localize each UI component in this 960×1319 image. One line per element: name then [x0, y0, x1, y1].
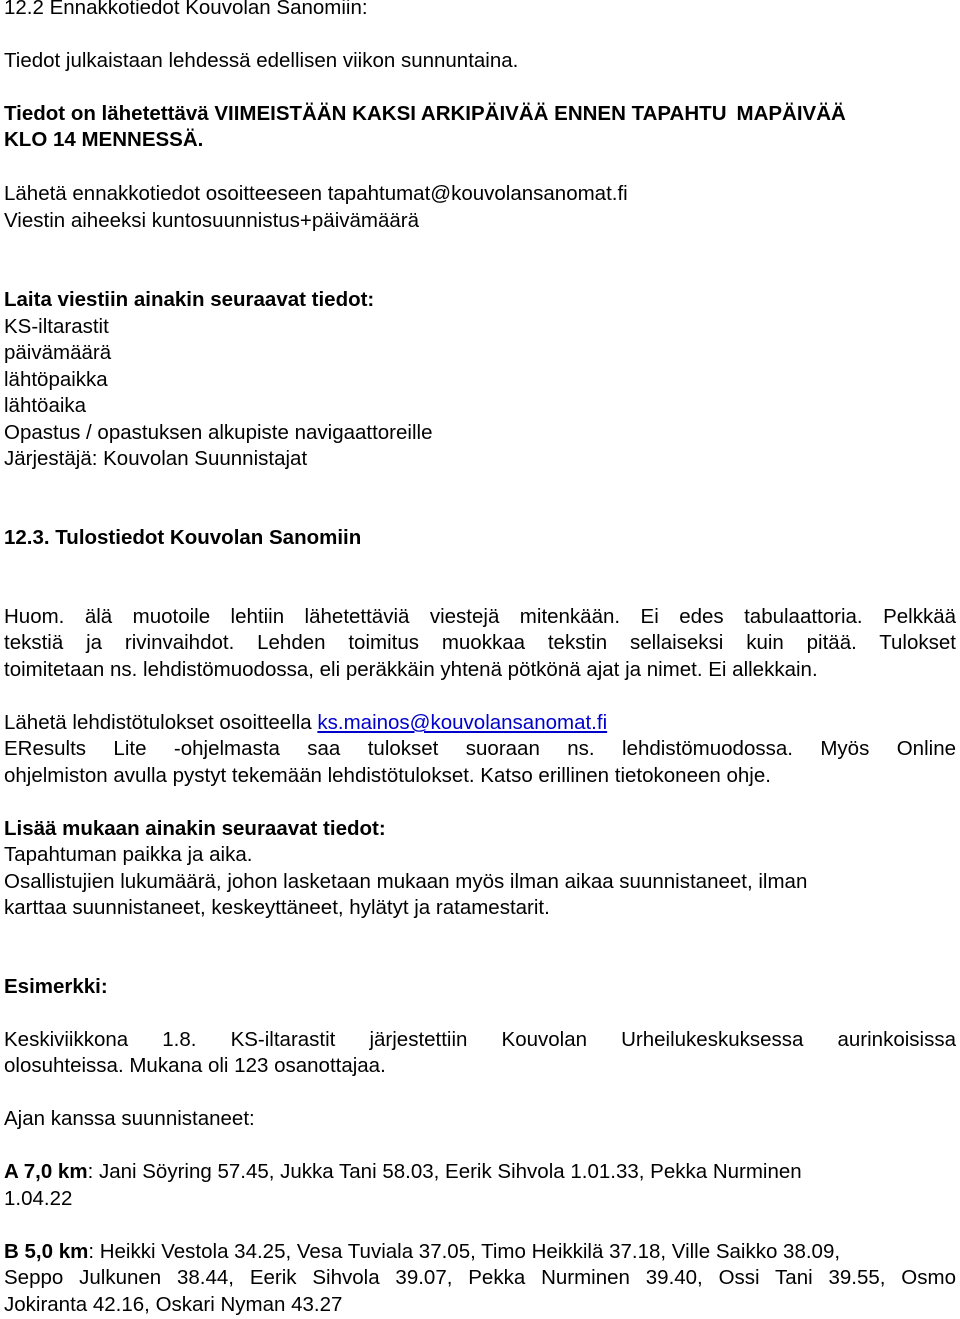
- course-b-line-1: [4, 1239, 956, 1266]
- example-intro-line-1: Keskiviikkona 1.8. KS-iltarastit järjestettiin Kouvolan Urheilukeskuksessa aurinkoisissa: [4, 1028, 956, 1051]
- note-line-1: Huom. älä muotoile lehtiin lähetettäviä viestejä mitenkään. Ei edes tabulaattoria. Pelkkää: [4, 605, 956, 628]
- add-info-line-1: Tapahtuman paikka ja aika.: [4, 843, 253, 866]
- list-item: KS-iltarastit: [4, 315, 109, 338]
- eresults-line-2: ohjelmiston avulla pystyt tekemään lehdistötulokset. Katso erillinen tietokoneen ohje.: [4, 764, 771, 787]
- note-line-2: tekstiä ja rivinvaihdot. Lehden toimitus muokkaa tekstin sellaiseksi kuin pitää. Tulokset: [4, 631, 956, 654]
- course-a-line-1: [4, 1159, 956, 1186]
- list-item: lähtöpaikka: [4, 368, 108, 391]
- results-email-link[interactable]: ks.mainos@kouvolansanomat.fi: [317, 711, 608, 734]
- deadline-text-left: Tiedot on lähetettävä VIIMEISTÄÄN KAKSI ARKIPÄIVÄÄ ENNEN TAPAHTU: [4, 102, 727, 125]
- subject-instruction: Viestin aiheeksi kuntosuunnistus+päivämäärä: [4, 209, 420, 232]
- note-line-3: toimitetaan ns. lehdistömuodossa, eli peräkkäin yhtenä pötkönä ajat ja nimet. Ei allekkain.: [4, 658, 818, 681]
- course-b-label: B 5,0 km: [4, 1240, 89, 1263]
- example-title: Esimerkki:: [4, 975, 108, 998]
- section-heading-12-3: 12.3. Tulostiedot Kouvolan Sanomiin: [4, 526, 362, 549]
- add-info-title: Lisää mukaan ainakin seuraavat tiedot:: [4, 817, 386, 840]
- course-b-results: : Heikki Vestola 34.25, Vesa Tuviala 37.05, Timo Heikkilä 37.18, Ville Saikko 38.09,: [88, 1240, 841, 1263]
- course-a-label: A 7,0 km: [4, 1160, 88, 1183]
- eresults-line-1: EResults Lite -ohjelmasta saa tulokset suoraan ns. lehdistömuodossa. Myös Online: [4, 737, 956, 760]
- list-item: Järjestäjä: Kouvolan Suunnistajat: [4, 447, 308, 470]
- list-item: Opastus / opastuksen alkupiste navigaattoreille: [4, 421, 433, 444]
- deadline-line-2: KLO 14 MENNESSÄ.: [4, 128, 204, 151]
- course-b-line-2: Seppo Julkunen 38.44, Eerik Sihvola 39.07, Pekka Nurminen 39.40, Ossi Tani 39.55, Osmo: [4, 1266, 956, 1289]
- add-info-line-3: karttaa suunnistaneet, keskeyttäneet, hylätyt ja ratamestarit.: [4, 896, 550, 919]
- with-time-label: Ajan kanssa suunnistaneet:: [4, 1107, 255, 1130]
- example-intro-line-2: olosuhteissa. Mukana oli 123 osanottajaa.: [4, 1054, 386, 1077]
- course-b-line-3: Jokiranta 42.16, Oskari Nyman 43.27: [4, 1293, 343, 1316]
- send-to-address: Lähetä ennakkotiedot osoitteeseen tapahtumat@kouvolansanomat.fi: [4, 182, 628, 205]
- add-info-line-2: Osallistujien lukumäärä, johon lasketaan mukaan myös ilman aikaa suunnistaneet, ilman: [4, 870, 808, 893]
- list-item: päivämäärä: [4, 341, 112, 364]
- list-item: lähtöaika: [4, 394, 87, 417]
- deadline-line-1: [4, 101, 956, 128]
- section-heading-12-2: 12.2 Ennakkotiedot Kouvolan Sanomiin:: [4, 0, 368, 19]
- send-results-prefix: Lähetä lehdistötulokset osoitteella: [4, 711, 318, 734]
- send-results-line: [4, 710, 956, 737]
- published-note: Tiedot julkaistaan lehdessä edellisen viikon sunnuntaina.: [4, 49, 519, 72]
- course-a-line-2: 1.04.22: [4, 1187, 73, 1210]
- required-info-title: Laita viestiin ainakin seuraavat tiedot:: [4, 288, 375, 311]
- course-a-results: : Jani Söyring 57.45, Jukka Tani 58.03, Eerik Sihvola 1.01.33, Pekka Nurminen: [87, 1160, 802, 1183]
- deadline-text-right: MAPÄIVÄÄ: [736, 102, 846, 125]
